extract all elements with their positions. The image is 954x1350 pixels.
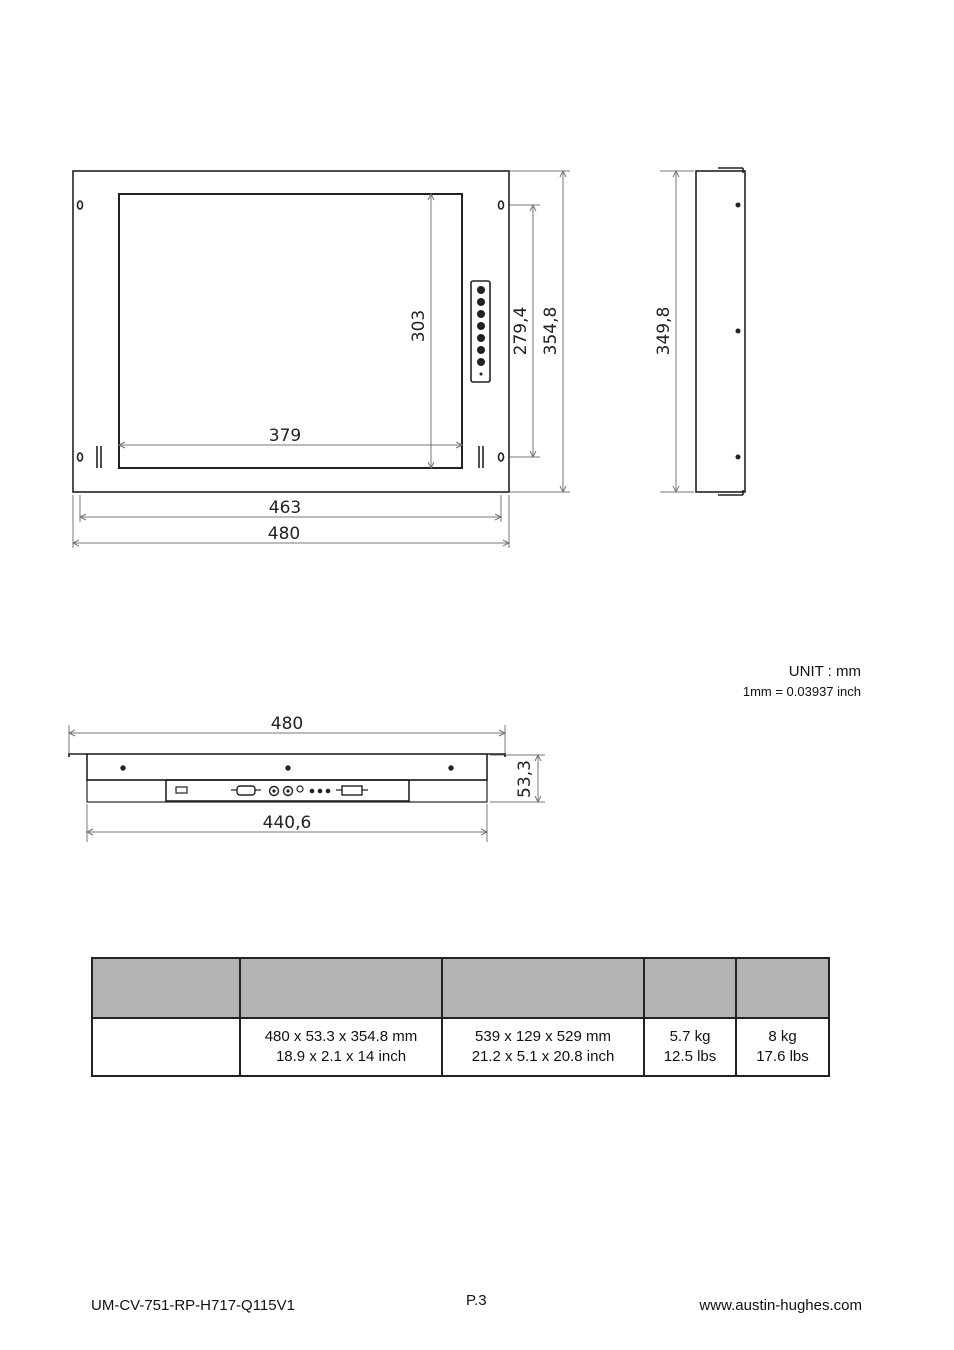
dimension-cell: 480 x 53.3 x 354.8 mm 18.9 x 2.1 x 14 inch [240, 1018, 442, 1076]
model-cell [92, 1018, 240, 1076]
footer-page-number: P.3 [466, 1292, 487, 1309]
footer-doc-id: UM-CV-751-RP-H717-Q115V1 [91, 1297, 295, 1314]
header-cell [92, 958, 240, 1018]
gross-weight-cell: 8 kg 17.6 lbs [736, 1018, 829, 1076]
dim-panel-height-outer: 354,8 [541, 306, 561, 356]
dim-width-463: 463 [268, 498, 302, 518]
footer-website[interactable]: www.austin-hughes.com [699, 1297, 862, 1314]
header-cell [644, 958, 736, 1018]
header-cell [736, 958, 829, 1018]
unit-conversion: 1mm = 0.03937 inch [742, 684, 861, 699]
dim-panel-height-inner: 279,4 [511, 306, 531, 356]
packing-dimension-cell: 539 x 129 x 529 mm 21.2 x 5.1 x 20.8 inch [442, 1018, 644, 1076]
unit-note [743, 663, 861, 699]
dim-side-height: 349,8 [654, 306, 674, 356]
table-row [92, 1018, 829, 1076]
front-view-drawing [0, 0, 954, 600]
dim-inner-width: 379 [268, 426, 302, 446]
unit-label: UNIT : mm [788, 663, 861, 680]
top-view-drawing [0, 700, 620, 850]
header-cell [442, 958, 644, 1018]
dim-top-width-480: 480 [270, 714, 304, 734]
net-weight-cell: 5.7 kg 12.5 lbs [644, 1018, 736, 1076]
dim-width-480: 480 [267, 524, 301, 544]
spec-table [91, 957, 830, 1077]
spec-table-header [92, 958, 829, 1018]
dim-depth: 53,3 [515, 760, 535, 798]
dim-inner-height: 303 [409, 309, 429, 343]
header-cell [240, 958, 442, 1018]
dim-top-width-440: 440,6 [262, 813, 312, 833]
